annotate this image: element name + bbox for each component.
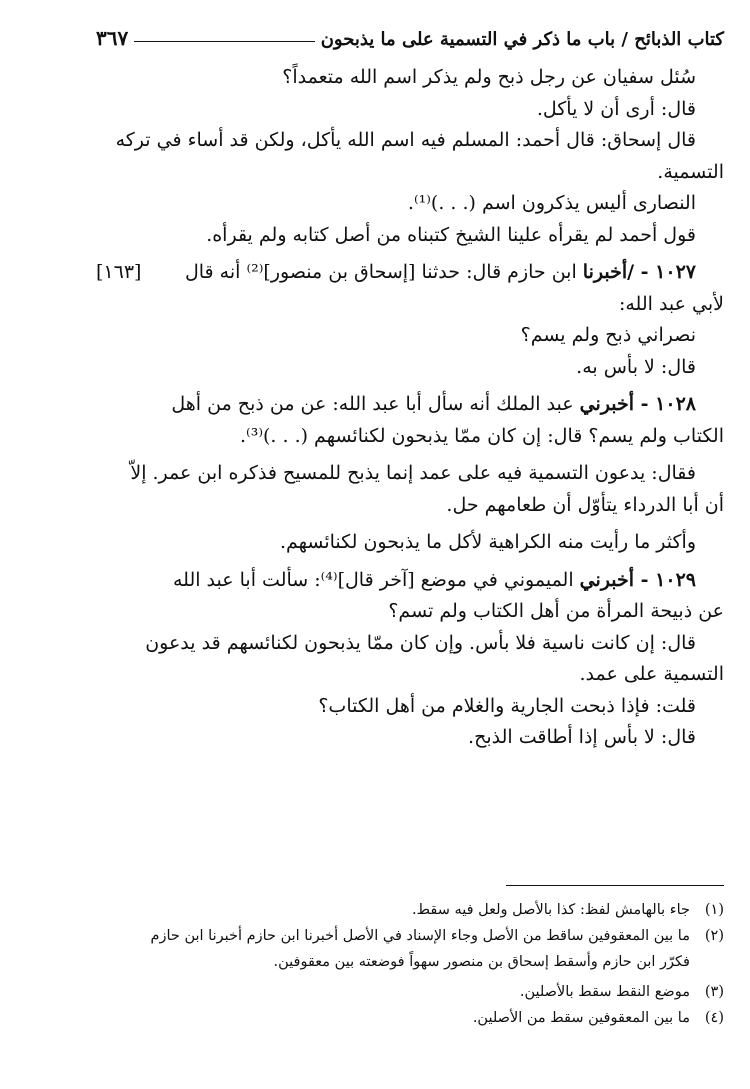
text-line: فقال: يدعون التسمية فيه على عمد إنما يذبح للمسيح فذكره ابن عمر. إلاّ <box>130 462 696 484</box>
text-line: التسمية. <box>657 160 724 183</box>
hadith-1028-line <box>96 389 724 421</box>
text-line: وأكثر ما رأيت منه الكراهية لأكل ما يذبحون لكنائسهم. <box>279 531 696 553</box>
footnote-text: ما بين المعقوفين ساقط من الأصل وجاء الإسناد في الأصل أخبرنا ابن حازم أخبرنا ابن حازم <box>150 928 690 944</box>
running-title: كتاب الذبائح / باب ما ذكر في التسمية على ما يذبحون <box>320 29 724 50</box>
text-line: لأبي عبد الله: <box>618 292 724 315</box>
main-text <box>96 62 724 754</box>
footnote-1 <box>96 898 724 922</box>
text-line: قال: إن كانت ناسية فلا بأس. وإن كان ممّا يذبحون لكنائسهم قد يدعون <box>145 631 696 654</box>
footnote-mark: (١) <box>704 902 724 918</box>
footnote-text: جاء بالهامش لفظ: كذا بالأصل ولعل فيه سقط. <box>412 902 690 918</box>
hadith-text: عبد الملك أنه سأل أبا عبد الله: عن من ذبح من أهل <box>171 393 580 415</box>
hadith-text: ابن حازم قال: حدثنا [إسحاق بن منصور]⁽²⁾ أنه قال <box>184 261 583 283</box>
footnote-2-continued: فكرّر ابن حازم وأسقط إسحاق بن منصور سهواً فوضعته بين معقوفين. <box>273 954 690 970</box>
footnote-mark: (٤) <box>704 1010 724 1026</box>
text-line: قال إسحاق: قال أحمد: المسلم فيه اسم الله يأكل، ولكن قد أساء في تركه <box>115 129 696 151</box>
text-line: الكتاب ولم يسم؟ قال: إن كان ممّا يذبحون لكنائسهم (. . .)⁽³⁾. <box>239 424 724 447</box>
footnote-text: موضع النقط سقط بالأصلين. <box>519 984 690 1000</box>
text-line: عن ذبيحة المرأة من أهل الكتاب ولم تسم؟ <box>388 600 724 622</box>
manuscript-folio-marker: [١٦٣] <box>96 261 142 283</box>
footnote-mark: (٣) <box>704 984 724 1000</box>
text-line: قال: أرى أن لا يأكل. <box>536 97 696 120</box>
text-line: النصارى أليس يذكرون اسم (. . .)⁽¹⁾. <box>407 192 696 214</box>
footnote-mark: (٢) <box>704 928 724 944</box>
text-line: سُئل سفيان عن رجل ذبح ولم يذكر اسم الله متعمداً؟ <box>282 66 696 88</box>
hadith-head-word: أخبرني <box>579 568 635 591</box>
text-line: قال: لا بأس به. <box>576 355 696 378</box>
footnote-3 <box>96 980 724 1004</box>
hadith-1027-line <box>96 257 724 289</box>
footnote-text: ما بين المعقوفين سقط من الأصلين. <box>472 1010 690 1026</box>
text-line: أن أبا الدرداء يتأوّل أن طعامهم حل. <box>446 493 724 516</box>
text-line: التسمية على عمد. <box>579 663 724 685</box>
hadith-head-word: أخبرنا <box>582 261 628 283</box>
hadith-head-word: أخبرني <box>579 393 635 415</box>
text-line: قلت: فإذا ذبحت الجارية والغلام من أهل الكتاب؟ <box>318 694 696 717</box>
footnote-2 <box>96 924 724 948</box>
page-header <box>96 20 724 50</box>
hadith-text: الميموني في موضع [آخر قال]⁽⁴⁾: سألت أبا عبد الله <box>172 568 580 591</box>
footnote-separator <box>506 885 724 886</box>
text-line: قال: لا بأس إذا أطاقت الذبح. <box>468 726 696 748</box>
page-number: ٣٦٧ <box>96 26 129 50</box>
text-line: قول أحمد لم يقرأه علينا الشيخ كتبناه من أصل كتابه ولم يقرأه. <box>206 223 696 246</box>
footnote-4 <box>96 1006 724 1030</box>
text-line: نصراني ذبح ولم يسم؟ <box>520 324 696 346</box>
hadith-1029-line <box>96 565 724 597</box>
hadith-number: ١٠٢٩ - <box>634 568 696 591</box>
header-rule <box>134 41 314 42</box>
hadith-number: ١٠٢٧ - / <box>627 261 696 283</box>
hadith-number: ١٠٢٨ - <box>634 393 696 415</box>
